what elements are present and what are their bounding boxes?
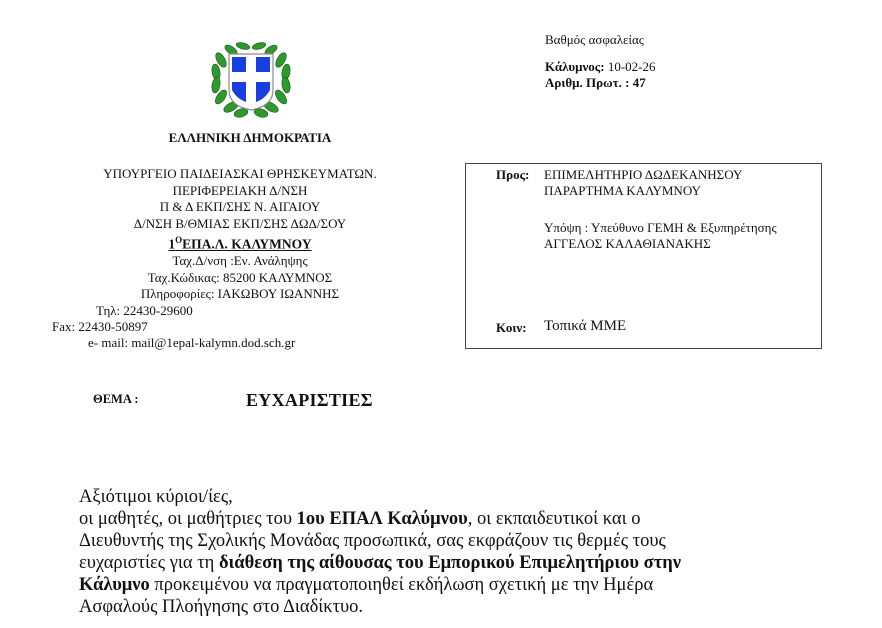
greeting: Αξιότιμοι κύριοι/ίες, xyxy=(79,487,233,507)
fax-number: Fax: 22430-50897 xyxy=(52,319,148,334)
school-name xyxy=(60,232,420,253)
letter-body xyxy=(79,486,869,618)
body-line-6: Ασφαλούς Πλοήγησης στο Διαδίκτυο. xyxy=(79,597,364,617)
document-meta xyxy=(545,32,655,91)
body-line-5 xyxy=(79,574,869,596)
recipient-name xyxy=(544,167,742,199)
contact-person: Πληροφορίες: ΙΑΚΩΒΟΥ ΙΩΑΝΝΗΣ xyxy=(140,286,340,301)
place-label: Κάλυμνος: xyxy=(545,59,605,74)
country-name: ΕΛΛΗΝΙΚΗ ΔΗΜΟΚΡΑΤΙΑ xyxy=(168,130,332,145)
protocol-line xyxy=(545,75,655,91)
recipient-line-1: ΕΠΙΜΕΛΗΤΗΡΙΟ ΔΩΔΕΚΑΝΗΣΟΥ xyxy=(544,167,743,182)
secondary-directorate: Δ/ΝΣΗ Β/ΘΜΙΑΣ ΕΚΠ/ΣΗΣ ΔΩΔ/ΣΟΥ xyxy=(133,215,347,231)
body-line-4 xyxy=(79,552,869,574)
school-number: 1 xyxy=(168,236,176,252)
subject-title: ΕΥΧΑΡΙΣΤΙΕΣ xyxy=(246,390,373,410)
regional-directorate: ΠΕΡΙΦΕΡΕΙΑΚΗ Δ/ΝΣΗ xyxy=(172,182,308,198)
security-level: Βαθμός ασφαλείας xyxy=(545,32,644,47)
body-bold-segment: Κάλυμνο xyxy=(79,575,150,595)
body-bold-segment: 1ου ΕΠΑΛ Καλύμνου xyxy=(296,509,468,529)
school-superscript: Ο xyxy=(175,235,183,245)
email-address: e- mail: mail@1epal-kalymn.dod.sch.gr xyxy=(88,335,296,350)
school-address: Ταχ.Δ/νση :Εν. Ανάληψης xyxy=(172,253,308,268)
body-text-segment: , οι εκπαιδευτικοί και ο xyxy=(467,509,641,529)
ministry-name: ΥΠΟΥΡΓΕΙΟ ΠΑΙΔΕΙΑΣΚΑΙ ΘΡΗΣΚΕΥΜΑΤΩΝ. xyxy=(103,166,377,181)
body-bold-segment: διάθεση της αίθουσας του Εμπορικού Επιμελητήριου στην xyxy=(218,553,681,573)
protocol-label: Αριθμ. Πρωτ. : xyxy=(545,75,630,90)
school-title: ΕΠΑ.Λ. ΚΑΛΥΜΝΟΥ xyxy=(182,236,312,252)
education-directorate: Π & Δ ΕΚΠ/ΣΗΣ Ν. ΑΙΓΑΙΟΥ xyxy=(159,199,321,214)
protocol-number: 47 xyxy=(632,75,646,90)
sender-block xyxy=(60,166,420,303)
body-text-segment: προκειμένου να πραγματοποιηθεί εκδήλωση σχετική με την Ημέρα xyxy=(149,575,654,595)
cc-label: Κοιν: xyxy=(496,320,527,335)
date-line xyxy=(545,59,655,75)
telephone: Τηλ: 22430-29600 xyxy=(96,303,193,318)
subject-label: ΘΕΜΑ : xyxy=(93,392,139,406)
body-line-3: Διευθυντής της Σχολικής Μονάδας προσωπικά, σας εκφράζουν τις θερμές τους xyxy=(79,531,666,551)
body-text-segment: ευχαριστίες για τη xyxy=(79,553,219,573)
attention-line-2: ΑΓΓΕΛΟΣ ΚΑΛΑΘΙΑΝΑΚΗΣ xyxy=(544,236,711,251)
attention-line-1: Υπόψη : Υπεύθυνο ΓΕΜΗ & Εξυπηρέτησης xyxy=(544,220,777,235)
postal-code: Ταχ.Κώδικας: 85200 ΚΑΛΥΜΝΟΣ xyxy=(147,269,333,285)
document-date: 10-02-26 xyxy=(607,59,656,74)
body-text-segment: οι μαθητές, οι μαθήτριες του xyxy=(79,509,297,529)
recipient-line-2: ΠΑΡΑΡΤΗΜΑ ΚΑΛΥΜΝΟΥ xyxy=(544,183,701,198)
cc-value: Τοπικά ΜΜΕ xyxy=(544,318,627,334)
attention-block xyxy=(544,220,777,252)
body-line-2 xyxy=(79,508,869,530)
to-label: Προς: xyxy=(496,167,530,182)
greek-coat-of-arms-icon xyxy=(207,40,295,120)
